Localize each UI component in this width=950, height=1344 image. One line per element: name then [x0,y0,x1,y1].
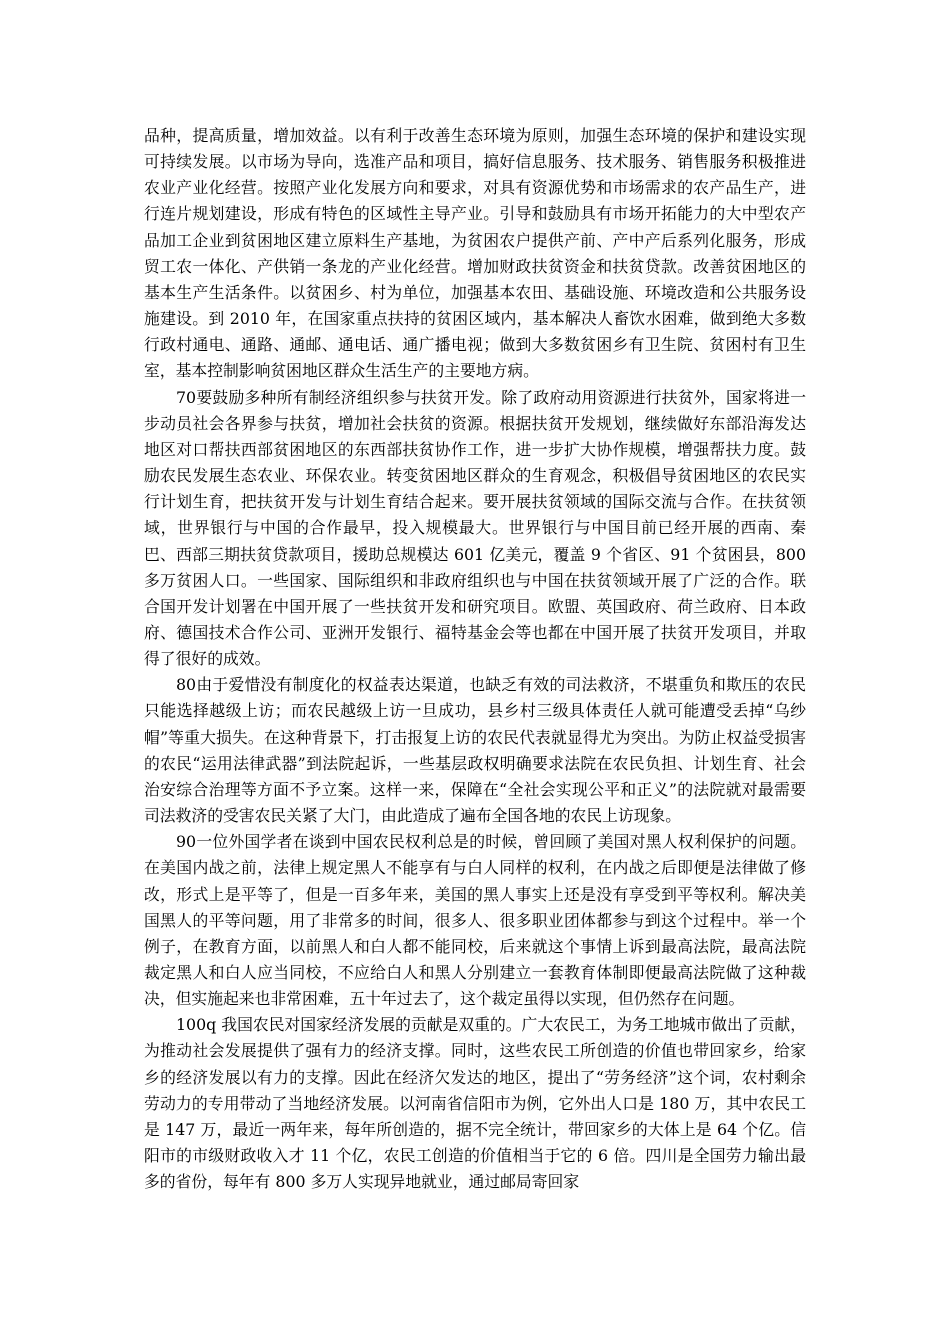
paragraph-2: 70要鼓励多种所有制经济组织参与扶贫开发。除了政府动用资源进行扶贫外，国家将进一步动员社会各界参与扶贫，增加社会扶贫的资源。根据扶贫开发规划，继续做好东部沿海发达地区对口帮扶西部贫困地区的东西部扶贫协作工作，进一步扩大协作规模，增强帮扶力度。鼓励农民发展生态农业、环保农业。转变贫困地区群众的生育观念，积极倡导贫困地区的农民实行计划生育，把扶贫开发与计划生育结合起来。要开展扶贫领域的国际交流与合作。在扶贫领域，世界银行与中国的合作最早，投入规模最大。世界银行与中国目前已经开展的西南、秦巴、西部三期扶贫贷款项目，援助总规模达 601 亿美元，覆盖 9 个省区、91 个贫困县，800 多万贫困人口。一些国家、国际组织和非政府组织也与中国在扶贫领域开展了广泛的合作。联合国开发计划署在中国开展了一些扶贫开发和研究项目。欧盟、英国政府、荷兰政府、日本政府、德国技术合作公司、亚洲开发银行、福特基金会等也都在中国开展了扶贫开发项目，并取得了很好的成效。 [144,387,806,669]
paragraph-1: 品种，提高质量，增加效益。以有利于改善生态环境为原则，加强生态环境的保护和建设实现可持续发展。以市场为导向，选准产品和项目，搞好信息服务、技术服务、销售服务积极推进农业产业化经营。按照产业化发展方向和要求，对具有资源优势和市场需求的农产品生产，进行连片规划建设，形成有特色的区域性主导产业。引导和鼓励具有市场开拓能力的大中型农产品加工企业到贫困地区建立原料生产基地，为贫困农户提供产前、产中产后系列化服务，形成贸工农一体化、产供销一条龙的产业化经营。增加财政扶贫资金和扶贫贷款。改善贫困地区的基本生产生活条件。以贫困乡、村为单位，加强基本农田、基础设施、环境改造和公共服务设施建设。到 2010 年，在国家重点扶持的贫困区域内，基本解决人畜饮水困难，做到绝大多数行政村通电、通路、通邮、通电话、通广播电视；做到大多数贫困乡有卫生院、贫困村有卫生室，基本控制影响贫困地区群众生活生产的主要地方病。 [144,126,806,381]
paragraph-4: 90一位外国学者在谈到中国农民权利总是的时候，曾回顾了美国对黑人权利保护的问题。在美国内战之前，法律上规定黑人不能享有与白人同样的权利，在内战之后即便是法律做了修改，形式上是平等了，但是一百多年来，美国的黑人事实上还是没有享受到平等权利。解决美国黑人的平等问题，用了非常多的时间，很多人、很多职业团体都参与到这个过程中。举一个例子，在教育方面，以前黑人和白人都不能同校，后来就这个事情上诉到最高法院，最高法院裁定黑人和白人应当同校，不应给白人和黑人分别建立一套教育体制即便最高法院做了这种裁决，但实施起来也非常困难，五十年过去了，这个裁定虽得以实现，但仍然存在问题。 [144,832,806,1009]
paragraph-3: 80由于爱惜没有制度化的权益表达渠道，也缺乏有效的司法救济，不堪重负和欺压的农民只能选择越级上访；而农民越级上访一旦成功，县乡村三级具体责任人就可能遭受丢掉“乌纱帽”等重大损失。在这种背景下，打击报复上访的农民代表就显得尤为突出。为防止权益受损害的农民“运用法律武器”到法院起诉，一些基层政权明确要求法院在农民负担、计划生育、社会治安综合治理等方面不予立案。这样一来，保障在“全社会实现公平和正义”的法院就对最需要司法救济的受害农民关紧了大门，由此造成了遍布全国各地的农民上访现象。 [144,675,806,826]
paragraph-5: 100q 我国农民对国家经济发展的贡献是双重的。广大农民工，为务工地城市做出了贡献，为推动社会发展提供了强有力的经济支撑。同时，这些农民工所创造的价值也带回家乡，给家乡的经济发展以有力的支撑。因此在经济欠发达的地区，提出了“劳务经济”这个词，农村剩余劳动力的专用带动了当地经济发展。以河南省信阳市为例，它外出人口是 180 万，其中农民工是 147 万，最近一两年来，每年所创造的，据不完全统计，带回家乡的大体上是 64 个亿。信阳市的市级财政收入才 11 个亿，农民工创造的价值相当于它的 6 倍。四川是全国劳力输出最多的省份，每年有 800 多万人实现异地就业，通过邮局寄回家 [144,1015,806,1192]
